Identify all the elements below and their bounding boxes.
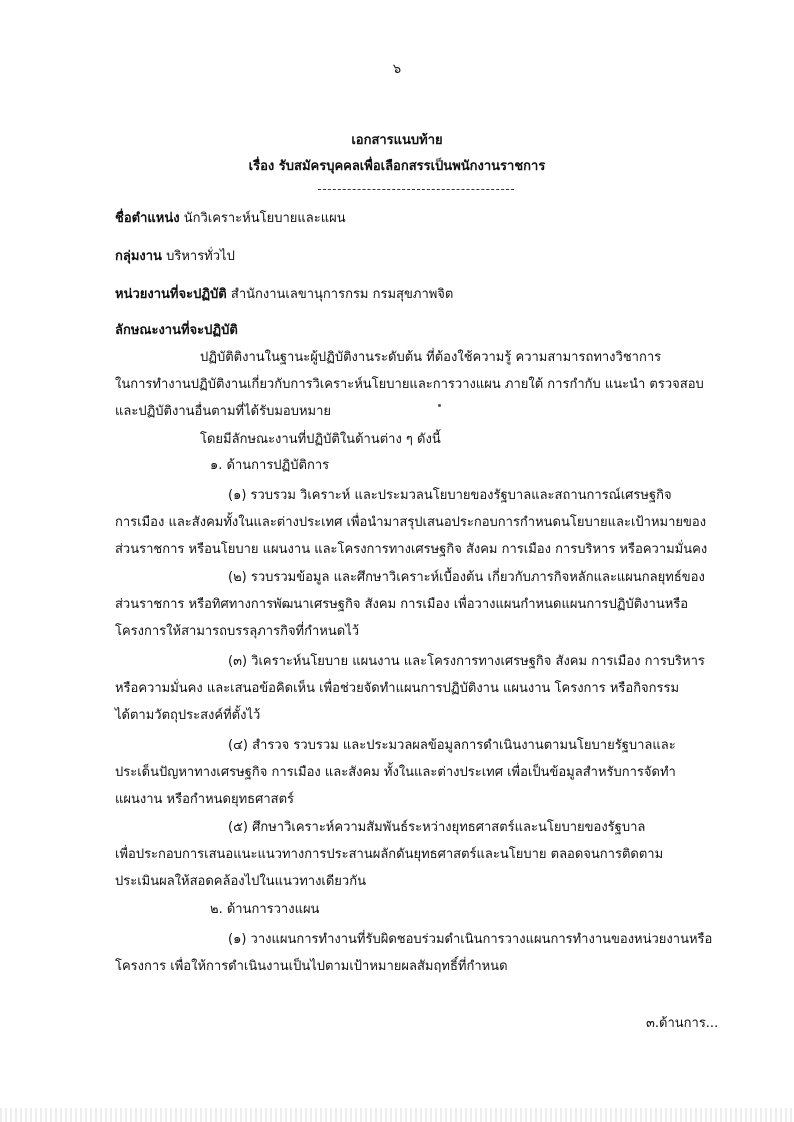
position-field	[115, 211, 346, 227]
position-label: ชื่อตำแหน่ง	[115, 211, 180, 226]
item-1-3-line: (๓) วิเคราะห์นโยบาย แผนงาน และโครงการทางเศรษฐกิจ สังคม การเมือง การบริหาร	[228, 654, 705, 669]
item-1-2-line: โครงการให้สามารถบรรลุภารกิจที่กำหนดไว้	[115, 624, 360, 639]
unit-label: หน่วยงานที่จะปฏิบัติ	[115, 287, 227, 302]
item-1-1-line: การเมือง และสังคมทั้งในและต่างประเทศ เพื่อนำมาสรุปเสนอประกอบการกำหนดนโยบายและเป้าหมายของ	[115, 515, 707, 530]
item-1-1-line: (๑) รวบรวม วิเคราะห์ และประมวลนโยบายของรัฐบาลและสถานการณ์เศรษฐกิจ	[228, 488, 672, 503]
item-2-1-line: โครงการ เพื่อให้การดำเนินงานเป็นไปตามเป้าหมายผลสัมฤทธิ์ที่กำหนด	[115, 959, 508, 974]
unit-field	[115, 287, 453, 303]
page-number: ๖	[392, 62, 402, 77]
scan-noise	[0, 1108, 794, 1122]
item-1-1-line: ส่วนราชการ หรือนโยบาย แผนงาน และโครงการทางเศรษฐกิจ สังคม การเมือง การบริหาร หรือความมั่นคง	[115, 542, 708, 557]
group-label: กลุ่มงาน	[115, 249, 162, 264]
item-1-5-line: (๕) ศึกษาวิเคราะห์ความสัมพันธ์ระหว่างยุทธศาสตร์และนโยบายของรัฐบาล	[228, 820, 646, 835]
document-title: เอกสารแนบท้าย	[351, 133, 443, 148]
item-1-3-line: ได้ตามวัตถุประสงค์ที่ตั้งไว้	[115, 708, 261, 723]
item-1-2-line: ส่วนราชการ หรือทิศทางการพัฒนาเศรษฐกิจ สังคม การเมือง เพื่อวางแผนกำหนดแผนการปฏิบัติงานหรือ	[115, 597, 689, 612]
item-1-3-line: หรือความมั่นคง และเสนอข้อคิดเห็น เพื่อช่วยจัดทำแผนการปฏิบัติงาน แผนงาน โครงการ หรือกิจกรรม	[115, 681, 680, 696]
intro-line: และปฏิบัติงานอื่นตามที่ได้รับมอบหมาย	[115, 404, 332, 419]
continuation-note: ๓.ด้านการ...	[646, 1016, 719, 1031]
position-value: นักวิเคราะห์นโยบายและแผน	[183, 211, 346, 226]
group-field	[115, 249, 235, 265]
group-value: บริหารทั่วไป	[166, 249, 235, 264]
item-1-5-line: ประเมินผลให้สอดคล้องไปในแนวทางเดียวกัน	[115, 874, 366, 889]
section-2-title: ๒. ด้านการวางแผน	[210, 902, 320, 917]
section-1-title: ๑. ด้านการปฏิบัติการ	[210, 458, 330, 473]
item-1-4-line: (๔) สำรวจ รวบรวม และประมวลผลข้อมูลการดำเนินงานตามนโยบายรัฐบาลและ	[228, 738, 676, 753]
item-1-4-line: แผนงาน หรือกำหนดยุทธศาสตร์	[115, 792, 295, 807]
item-1-2-line: (๒) รวบรวมข้อมูล และศึกษาวิเคราะห์เบื้องต้น เกี่ยวกับภารกิจหลักและแผนกลยุทธ์ของ	[228, 570, 705, 585]
intro-line: ในการทำงานปฏิบัติงานเกี่ยวกับการวิเคราะห์นโยบายและการวางแผน ภายใต้ การกำกับ แนะนำ ตรวจสอบ	[115, 377, 704, 392]
separator-rule	[318, 189, 514, 190]
item-2-1-line: (๑) วางแผนการทำงานที่รับผิดชอบร่วมดำเนินการวางแผนการทำงานของหน่วยงานหรือ	[228, 932, 713, 947]
item-1-4-line: ประเด็นปัญหาทางเศรษฐกิจ การเมือง และสังคม ทั้งในและต่างประเทศ เพื่อเป็นข้อมูลสำหรับการจัดทำ	[115, 765, 676, 780]
scan-speck	[438, 404, 441, 407]
intro-line: ปฏิบัติติงานในฐานะผู้ปฏิบัติงานระดับต้น ที่ต้องใช้ความรู้ ความสามารถทางวิชาการ	[200, 350, 662, 365]
item-1-5-line: เพื่อประกอบการเสนอแนะแนวทางการประสานผลักดันยุทธศาสตร์และนโยบาย ตลอดจนการติดตาม	[115, 847, 664, 862]
document-subject: เรื่อง รับสมัครบุคคลเพื่อเลือกสรรเป็นพนักงานราชการ	[248, 159, 546, 174]
aspects-intro: โดยมีลักษณะงานที่ปฏิบัติในด้านต่าง ๆ ดังนี้	[200, 432, 441, 447]
nature-heading: ลักษณะงานที่จะปฏิบัติ	[115, 323, 238, 338]
unit-value: สำนักงานเลขานุการกรม กรมสุขภาพจิต	[230, 287, 454, 302]
